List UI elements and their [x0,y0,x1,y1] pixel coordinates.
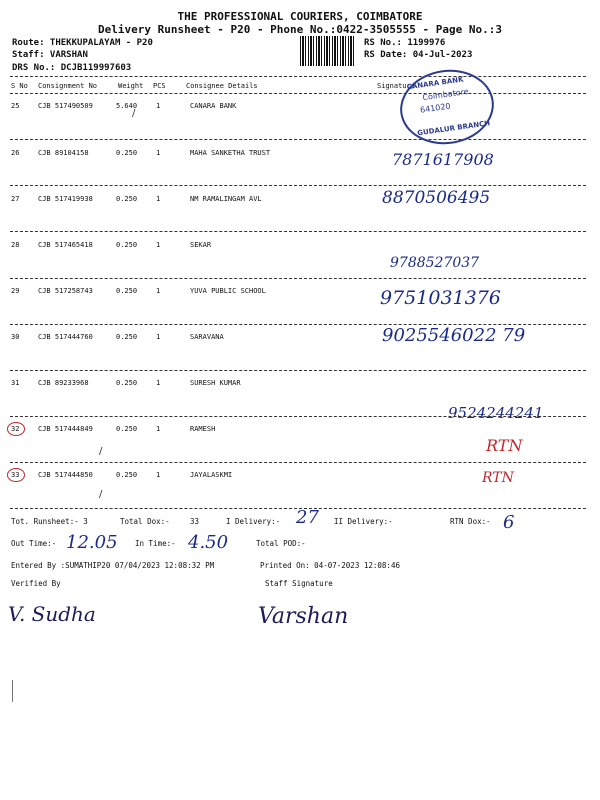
row-consignee: NM RAMALINGAM AVL [190,195,262,203]
tick-mark: / [132,108,136,119]
row-sno: 28 [11,241,20,249]
col-signature: Signature [377,82,415,90]
row-weight: 0.250 [116,379,138,387]
row-signature: 9025546022 79 [382,325,526,346]
rs-date: RS Date: 04-Jul-2023 [364,50,473,60]
row-signature: 9788527037 [390,255,480,271]
row-consignment: CJB 517490509 [38,102,93,110]
row-weight: 0.250 [116,241,138,249]
row-pcs: 1 [156,379,161,387]
out-time-label: Out Time:- [11,539,57,548]
row-signature: 9751031376 [380,287,501,309]
document-title: THE PROFESSIONAL COURIERS, COIMBATORE [177,10,423,23]
row-sno: 27 [11,195,20,203]
row-weight: 0.250 [116,195,138,203]
row-consignee: SURESH KUMAR [190,379,241,387]
col-weight: Weight [118,82,144,90]
staff-signature-label: Staff Signature [265,579,333,588]
row-consignee: RAMESH [190,425,216,433]
row-sno: 33 [11,471,20,479]
row-pcs: 1 [156,102,161,110]
row-signature: RTN [482,470,514,486]
row-consignment: CJB 89233968 [38,379,89,387]
row-weight: 0.250 [116,333,138,341]
tick-mark: / [99,446,103,457]
tick-mark: / [99,489,103,500]
row-consignment: CJB 517444760 [38,333,93,341]
row-sno: 26 [11,149,20,157]
row-pcs: 1 [156,287,161,295]
row-consignment: CJB 517444850 [38,471,93,479]
row-consignee: SEKAR [190,241,212,249]
barcode-image [300,36,355,66]
ii-delivery-label: II Delivery:- [334,517,393,526]
row-consignee: SARAVANA [190,333,224,341]
row-consignment: CJB 517465418 [38,241,93,249]
row-sno: 30 [11,333,20,341]
stamp-branch: GUDALUR BRANCH [416,119,491,138]
row-divider [10,139,586,140]
col-sno: S No [11,82,28,90]
scan-artifact [12,680,13,702]
rtn-dox-value: 6 [503,512,515,533]
col-consignment: Consignment No [38,82,98,90]
row-sno: 32 [11,425,20,433]
row-pcs: 1 [156,195,161,203]
row-sno: 31 [11,379,20,387]
row-divider [10,185,586,186]
in-time-value: 4.50 [188,532,229,553]
stamp-pin: 641020 [419,101,452,115]
row-consignee: CANARA BANK [190,102,237,110]
row-pcs: 1 [156,471,161,479]
row-pcs: 1 [156,241,161,249]
row-divider [10,462,586,463]
row-signature: 7871617908 [392,150,494,169]
row-weight: 0.250 [116,287,138,295]
staff-signature: Varshan [258,604,349,629]
drs-number: DRS No.: DCJB119997603 [12,63,132,73]
rs-number: RS No.: 1199976 [364,38,446,48]
entered-by: Entered By :SUMATHIP20 07/04/2023 12:08:32 PM [11,561,215,570]
rtn-dox-label: RTN Dox:- [450,517,491,526]
divider [10,93,586,94]
row-consignee: YUVA PUBLIC SCHOOL [190,287,266,295]
total-dox-label: Total Dox:- [120,517,170,526]
total-runsheet: Tot. Runsheet:- 3 [11,517,88,526]
row-consignment: CJB 517444849 [38,425,93,433]
row-signature: 8870506495 [382,188,491,208]
row-divider [10,231,586,232]
row-consignment: CJB 89104158 [38,149,89,157]
row-consignee: MAHA SANKETHA TRUST [190,149,271,157]
in-time-label: In Time:- [135,539,176,548]
total-pod-label: Total POD:- [256,539,306,548]
row-consignment: CJB 517258743 [38,287,93,295]
out-time-value: 12.05 [66,532,118,553]
verified-by-label: Verified By [11,579,61,588]
col-consignee: Consignee Details [186,82,258,90]
row-weight: 0.250 [116,471,138,479]
row-pcs: 1 [156,333,161,341]
row-pcs: 1 [156,425,161,433]
document-subtitle: Delivery Runsheet - P20 - Phone No.:0422-3505555 - Page No.:3 [98,23,502,36]
row-pcs: 1 [156,149,161,157]
row-sno: 25 [11,102,20,110]
staff-label: Staff: VARSHAN [12,50,88,60]
row-consignee: JAYALASKMI [190,471,233,479]
verifier-signature: V. Sudha [8,602,96,626]
row-divider [10,370,586,371]
i-delivery-label: I Delivery:- [226,517,281,526]
row-weight: 5.640 [116,102,138,110]
divider [10,76,586,77]
row-signature: RTN [486,436,523,455]
printed-on: Printed On: 04-07-2023 12:08:46 [260,561,400,570]
row-divider [10,416,586,417]
route-label: Route: THEKKUPALAYAM - P20 [12,38,153,48]
stamp-bank-name: CANARA BANK [406,75,465,92]
row-divider [10,278,586,279]
row-weight: 0.250 [116,425,138,433]
row-signature: 9524244241 [448,404,544,422]
stamp-city: Coimbatore [421,86,470,103]
total-dox-value: 33 [190,517,200,526]
i-delivery-value: 27 [296,507,319,528]
row-sno: 29 [11,287,20,295]
row-weight: 0.250 [116,149,138,157]
col-pcs: PCS [153,82,166,90]
row-consignment: CJB 517419938 [38,195,93,203]
